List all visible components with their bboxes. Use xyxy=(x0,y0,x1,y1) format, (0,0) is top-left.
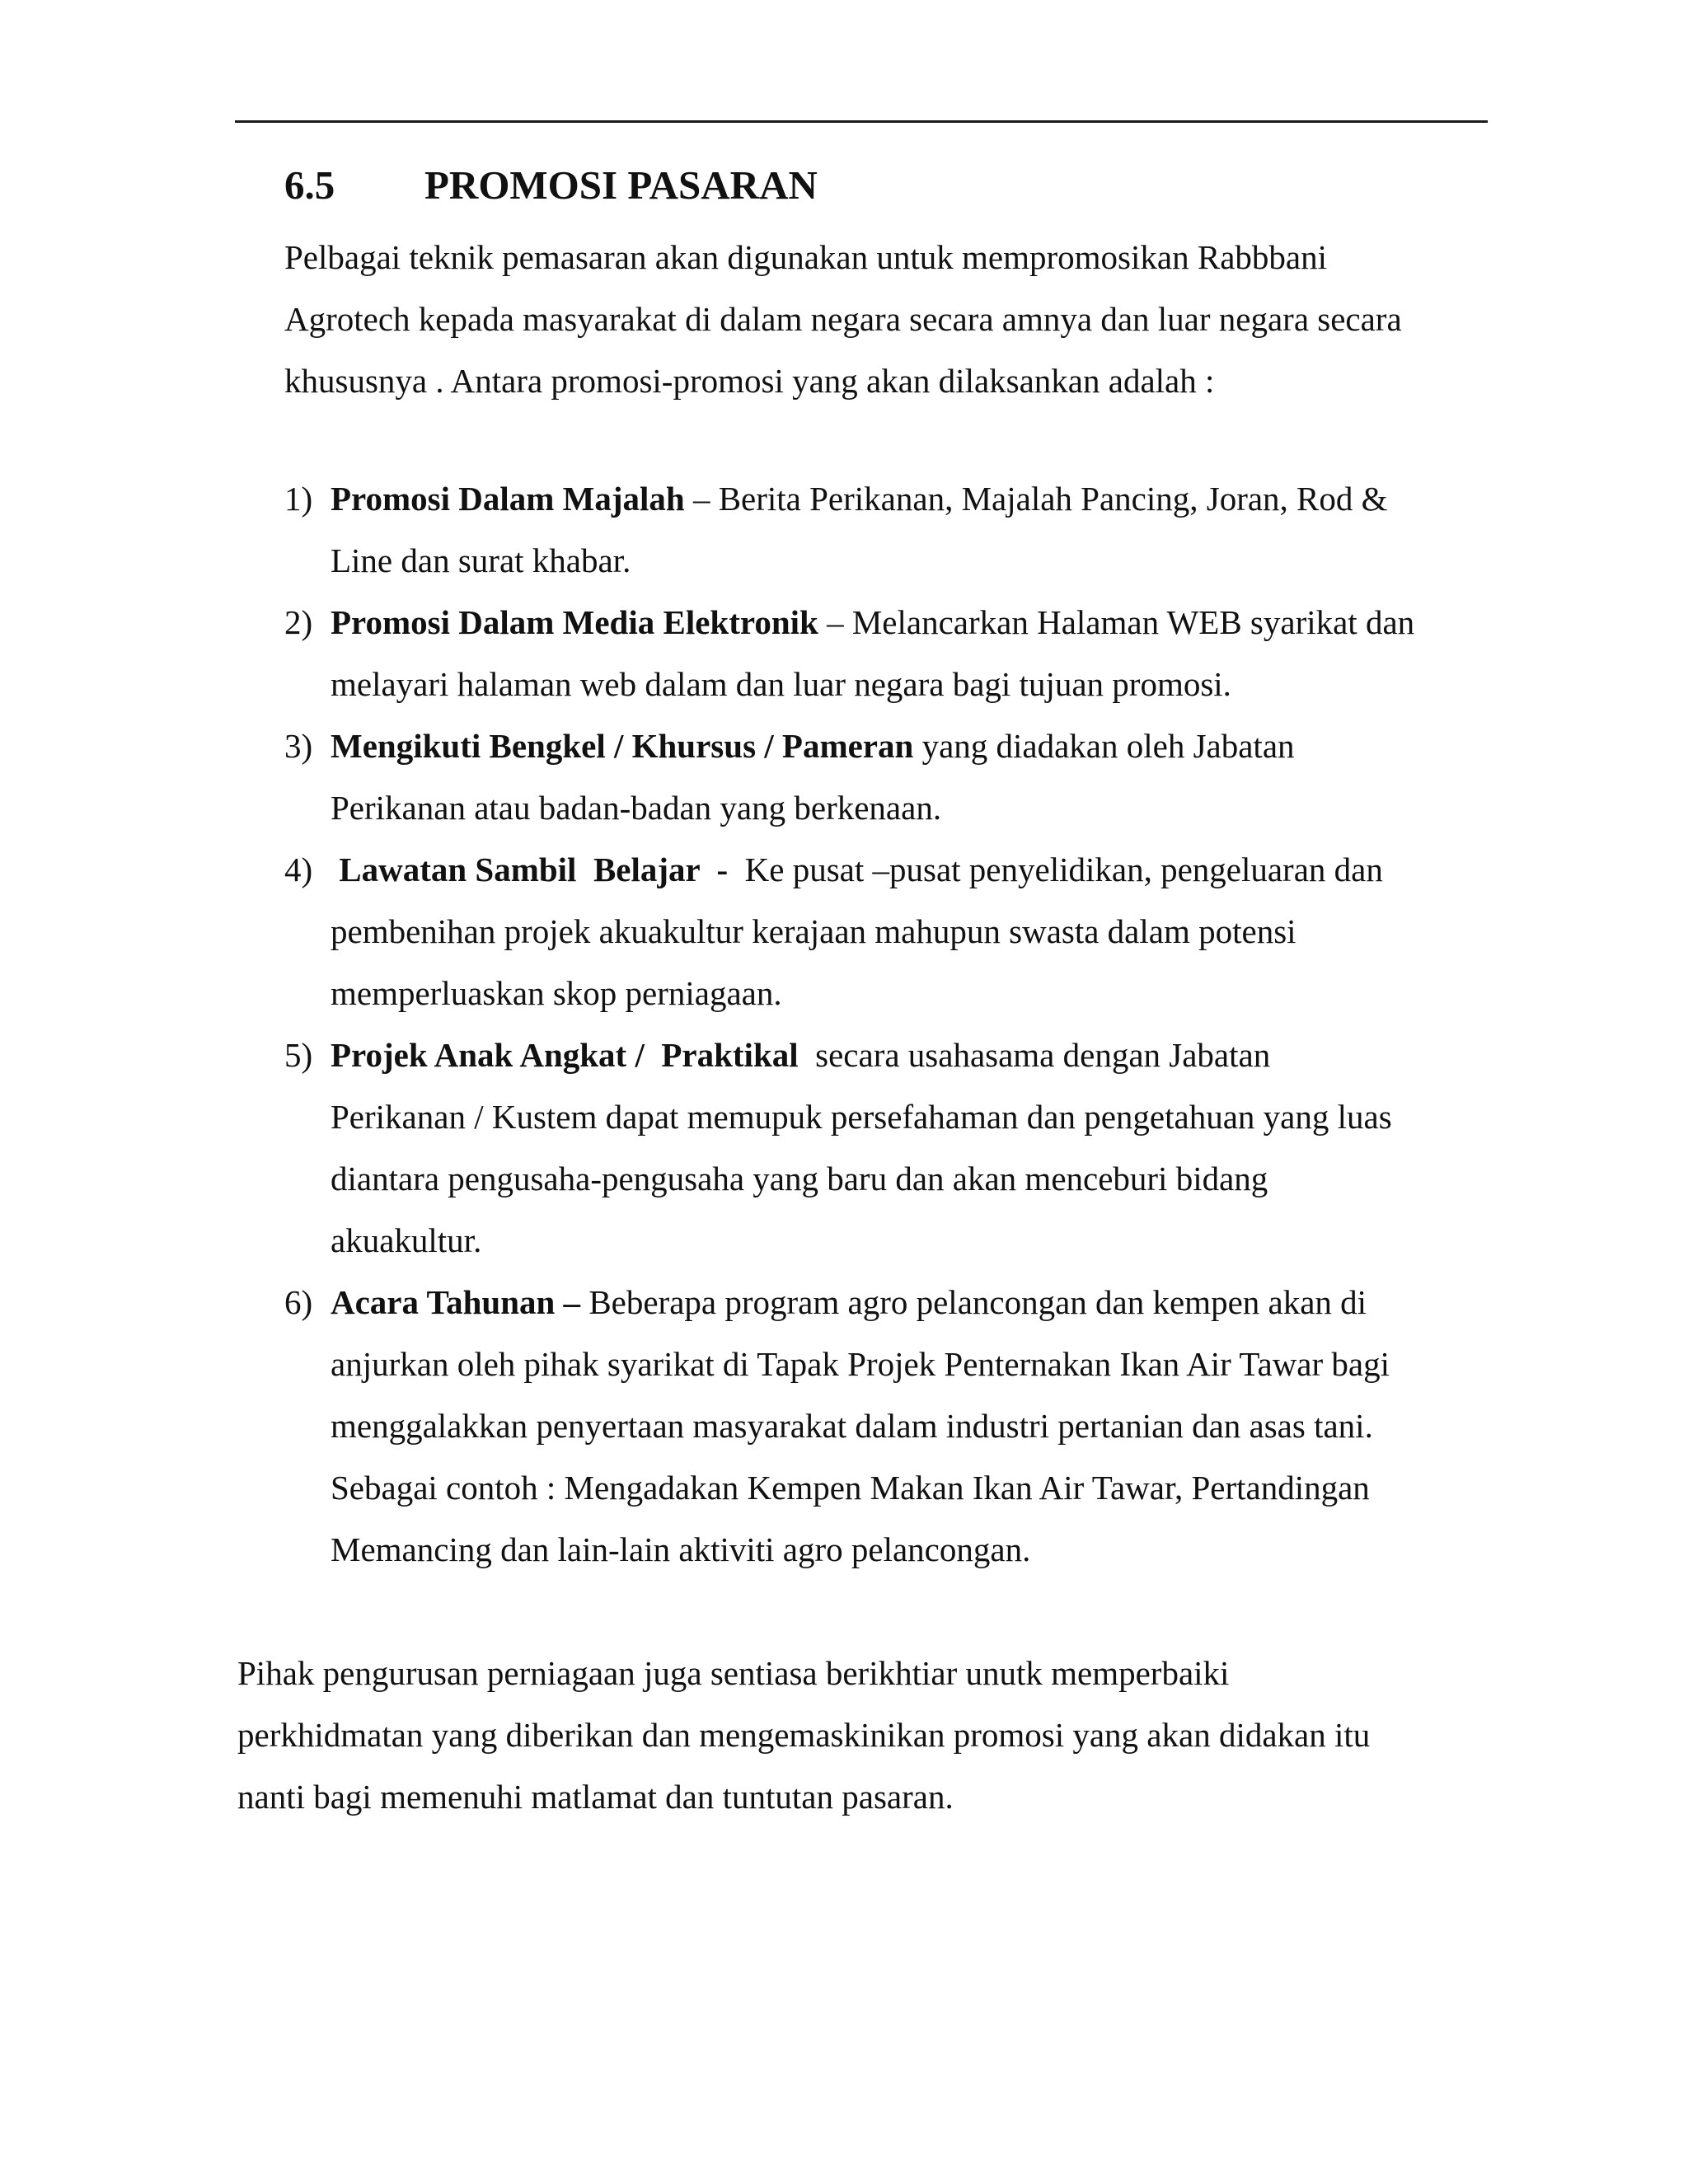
closing-paragraph xyxy=(237,1643,1498,1828)
list-item xyxy=(284,592,1504,715)
list-item-title: Acara Tahunan – xyxy=(331,1283,581,1321)
list-item xyxy=(284,468,1504,592)
section-number: 6.5 xyxy=(284,162,335,208)
list-item xyxy=(284,839,1504,1024)
list-item-line: melayari halaman web dalam dan luar negara bagi tujuan promosi. xyxy=(331,665,1231,703)
intro-line: khususnya . Antara promosi-promosi yang akan dilaksankan adalah : xyxy=(284,362,1215,400)
intro-line: Agrotech kepada masyarakat di dalam negara secara amnya dan luar negara secara xyxy=(284,300,1402,338)
list-item-line: memperluaskan skop perniagaan. xyxy=(331,974,782,1012)
list-marker: 1) xyxy=(284,480,313,518)
list-item-text: – Melancarkan Halaman WEB syarikat dan xyxy=(818,603,1415,641)
intro-paragraph xyxy=(284,227,1496,412)
section-heading xyxy=(284,161,818,210)
promotion-list xyxy=(284,468,1504,1581)
list-item-title: Promosi Dalam Media Elektronik xyxy=(331,603,818,641)
intro-line: Pelbagai teknik pemasaran akan digunakan untuk mempromosikan Rabbbani xyxy=(284,238,1327,276)
list-item-title: Projek Anak Angkat / Praktikal xyxy=(331,1036,799,1074)
list-item-title: Promosi Dalam Majalah xyxy=(331,480,685,518)
closing-line: Pihak pengurusan perniagaan juga sentiasa berikhtiar unutk memperbaiki xyxy=(237,1654,1230,1692)
closing-line: nanti bagi memenuhi matlamat dan tuntutan pasaran. xyxy=(237,1778,954,1816)
list-item-line: pembenihan projek akuakultur kerajaan mahupun swasta dalam potensi xyxy=(331,912,1296,950)
list-item-line: menggalakkan penyertaan masyarakat dalam industri pertanian dan asas tani. xyxy=(331,1407,1373,1445)
list-item-first-line xyxy=(331,592,1504,654)
list-item-text: Ke pusat –pusat penyelidikan, pengeluaran dan xyxy=(728,851,1383,888)
list-item xyxy=(284,1272,1504,1581)
list-item-line: akuakultur. xyxy=(331,1221,482,1259)
list-marker: 2) xyxy=(284,603,313,641)
list-marker: 6) xyxy=(284,1283,313,1321)
list-item xyxy=(284,1024,1504,1272)
list-item-text: yang diadakan oleh Jabatan xyxy=(913,727,1295,765)
list-item-first-line xyxy=(331,715,1504,777)
list-item-line: diantara pengusaha-pengusaha yang baru dan akan menceburi bidang xyxy=(331,1160,1268,1197)
list-item-line: Line dan surat khabar. xyxy=(331,541,631,579)
header-rule xyxy=(235,120,1488,123)
section-title: PROMOSI PASARAN xyxy=(424,162,818,208)
list-item-first-line xyxy=(331,1024,1504,1086)
list-item-text: secara usahasama dengan Jabatan xyxy=(798,1036,1271,1074)
list-item-line: anjurkan oleh pihak syarikat di Tapak Projek Penternakan Ikan Air Tawar bagi xyxy=(331,1345,1390,1383)
list-marker: 3) xyxy=(284,727,313,765)
list-item-title: Mengikuti Bengkel / Khursus / Pameran xyxy=(331,727,914,765)
list-item xyxy=(284,715,1504,839)
list-marker: 4) xyxy=(284,851,313,888)
list-item-first-line xyxy=(331,468,1504,530)
list-item-first-line xyxy=(331,839,1504,901)
list-item-line: Memancing dan lain-lain aktiviti agro pelancongan. xyxy=(331,1530,1031,1568)
list-item-line: Sebagai contoh : Mengadakan Kempen Makan Ikan Air Tawar, Pertandingan xyxy=(331,1469,1370,1507)
list-marker: 5) xyxy=(284,1036,313,1074)
list-item-line: Perikanan atau badan-badan yang berkenaan. xyxy=(331,789,942,827)
list-item-title: Lawatan Sambil Belajar - xyxy=(331,851,729,888)
list-item-text: Beberapa program agro pelancongan dan kempen akan di xyxy=(580,1283,1367,1321)
list-item-line: Perikanan / Kustem dapat memupuk persefahaman dan pengetahuan yang luas xyxy=(331,1098,1392,1136)
closing-line: perkhidmatan yang diberikan dan mengemaskinikan promosi yang akan didakan itu xyxy=(237,1716,1371,1754)
list-item-text: – Berita Perikanan, Majalah Pancing, Joran, Rod & xyxy=(684,480,1388,518)
list-item-first-line xyxy=(331,1272,1504,1333)
